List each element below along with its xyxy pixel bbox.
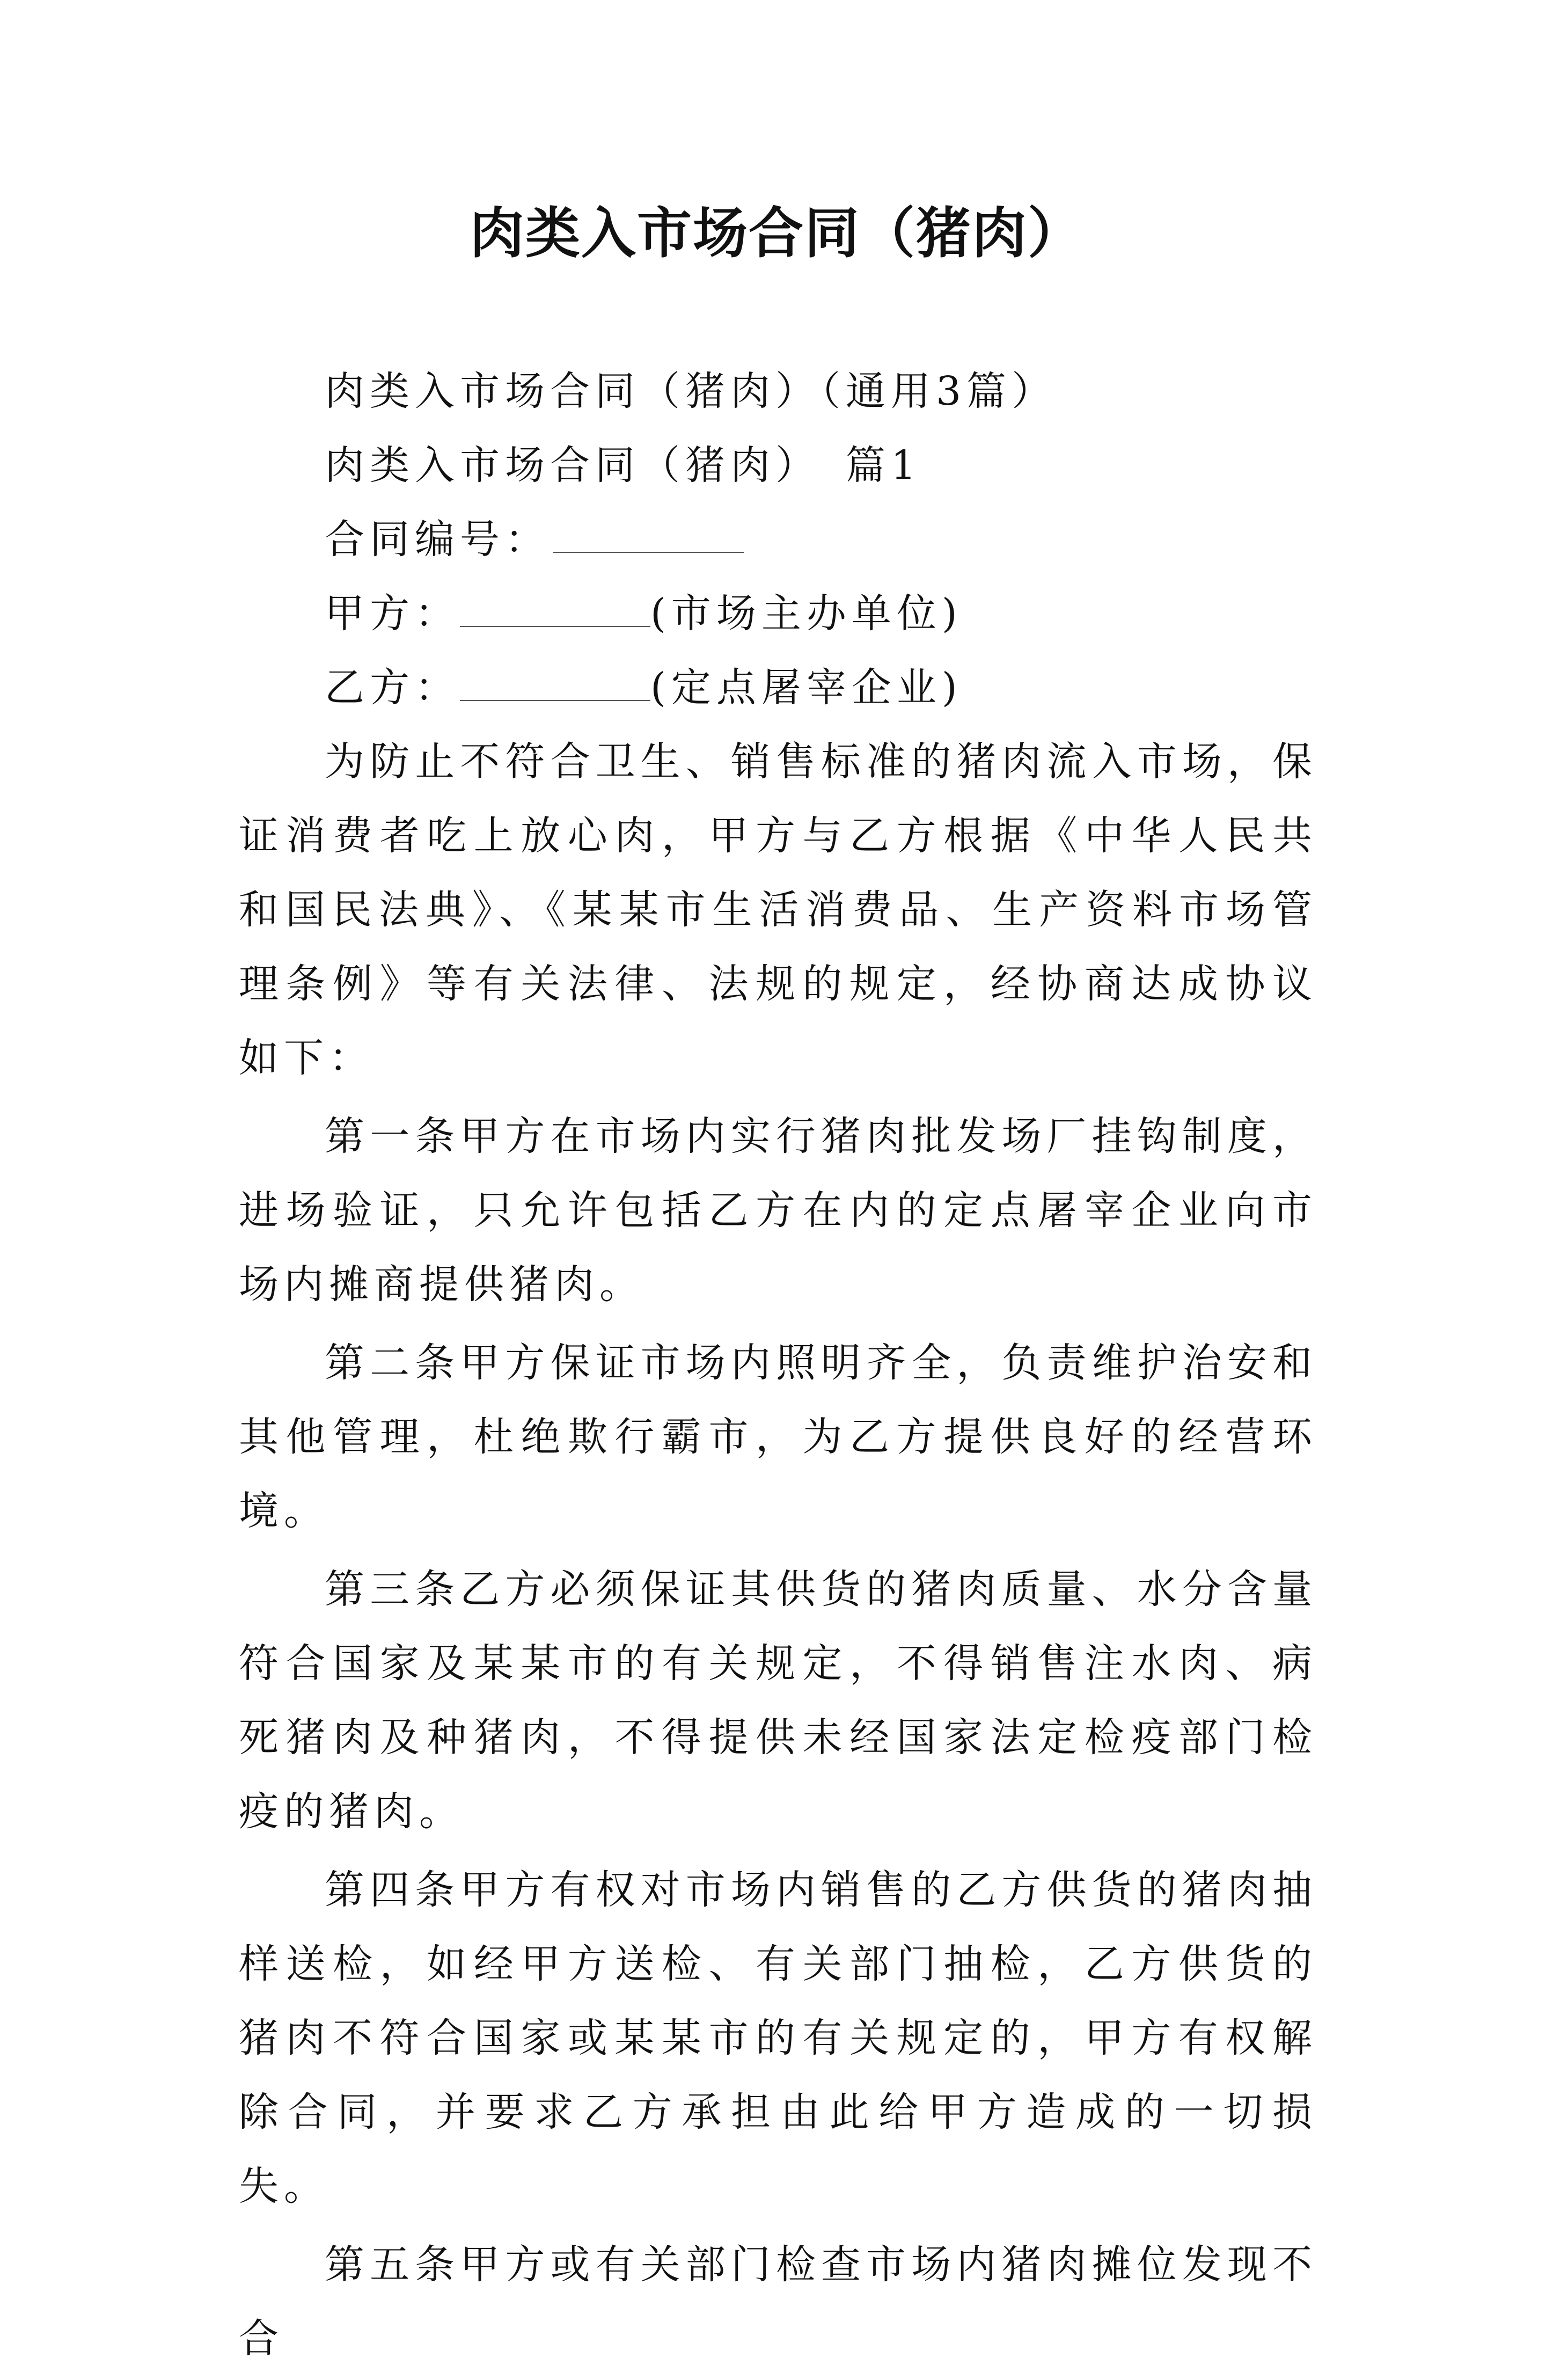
contract-number-blank	[553, 520, 744, 553]
paragraph-article-3: 第三条乙方必须保证其供货的猪肉质量、水分含量符合国家及某某市的有关规定，不得销售注水肉、病死猪肉及种猪肉，不得提供未经国家法定检疫部门检疫的猪肉。	[239, 1566, 1317, 1835]
contract-number-line	[239, 502, 1317, 576]
party-a-line	[239, 576, 1317, 651]
party-b-line	[239, 651, 1317, 725]
party-b-blank	[460, 668, 650, 701]
document-title: 肉类入市场合同（猪肉）	[470, 201, 1083, 266]
paragraph-article-5: 第五条甲方或有关部门检查市场内猪肉摊位发现不合	[239, 2242, 1317, 2362]
section-heading: 肉类入市场合同（猪肉） 篇1	[325, 442, 922, 488]
paragraph-article-2: 第二条甲方保证市场内照明齐全，负责维护治安和其他管理，杜绝欺行霸市，为乙方提供良好的经营环境。	[239, 1340, 1317, 1534]
paragraph-preamble: 为防止不符合卫生、销售标准的猪肉流入市场，保证消费者吃上放心肉，甲方与乙方根据《中华人民共和国民法典》、《某某市生活消费品、生产资料市场管理条例》等有关法律、法规的规定，经协商达成协议如下：	[239, 739, 1317, 1081]
paragraph-article-4: 第四条甲方有权对市场内销售的乙方供货的猪肉抽样送检，如经甲方送检、有关部门抽检，乙方供货的猪肉不符合国家或某某市的有关规定的，甲方有权解除合同，并要求乙方承担由此给甲方造成的一切损失。	[239, 1867, 1317, 2209]
document-subtitle: 肉类入市场合同（猪肉）（通用3篇）	[325, 368, 1057, 414]
paragraph-article-1: 第一条甲方在市场内实行猪肉批发场厂挂钩制度，进场验证，只允许包括乙方在内的定点屠宰企业向市场内摊商提供猪肉。	[239, 1113, 1317, 1308]
party-a-note: (市场主办单位)	[650, 590, 963, 637]
party-a-blank	[460, 594, 650, 627]
party-b-note: (定点屠宰企业)	[650, 665, 963, 711]
party-a-label: 甲方：	[325, 590, 460, 637]
document-body	[239, 354, 1317, 2380]
party-b-label: 乙方：	[325, 665, 460, 711]
contract-number-label: 合同编号：	[325, 516, 550, 563]
